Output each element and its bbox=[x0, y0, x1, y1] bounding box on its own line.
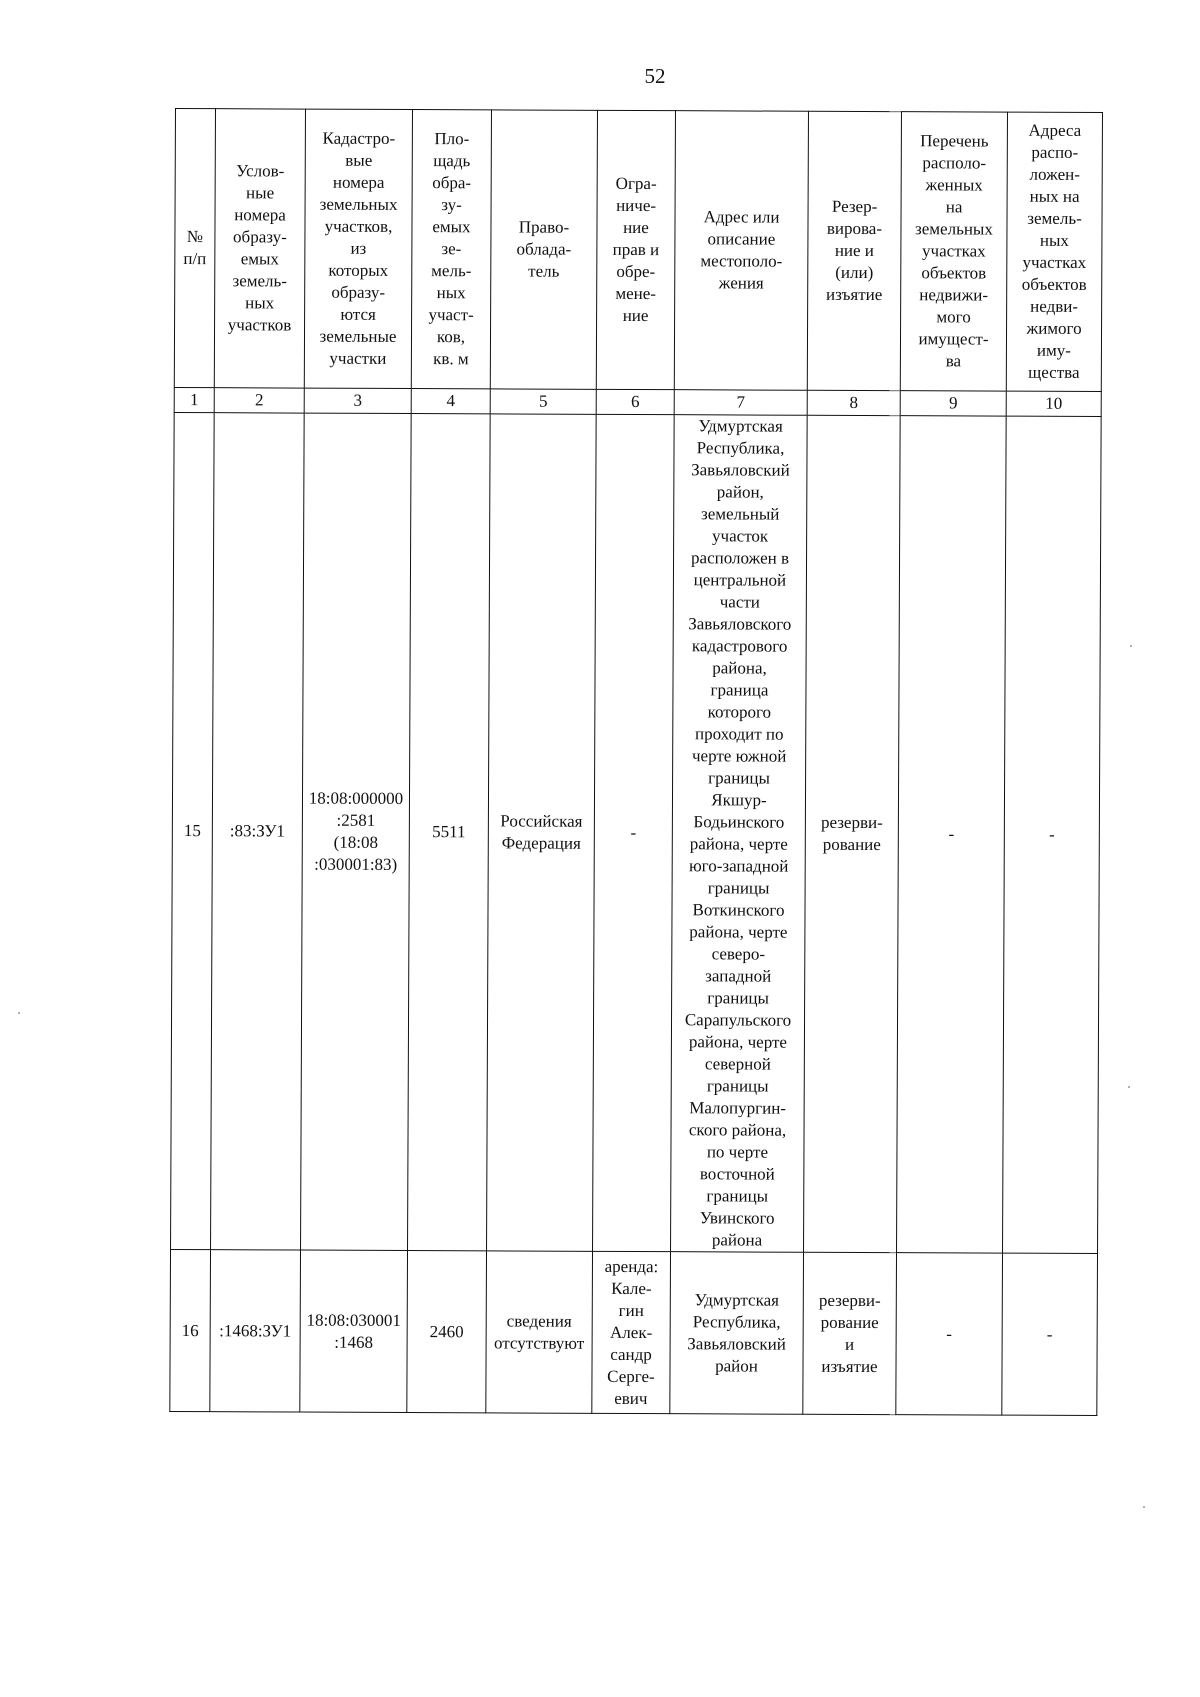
header-cell-conditional-number: Услов- ные номера образу- емых земель- ных участков bbox=[214, 109, 305, 388]
column-number-cell: 9 bbox=[900, 391, 1006, 416]
land-plots-table bbox=[169, 108, 1103, 1416]
area-cell: 5511 bbox=[408, 414, 491, 1251]
column-number-cell: 10 bbox=[1006, 391, 1101, 416]
reservation-cell: резерви- рование и изъятие bbox=[803, 1252, 897, 1414]
cadastral-number-cell: 18:08:000000 :2581 (18:08 :030001:83) bbox=[301, 413, 412, 1250]
reservation-cell: резерви- рование bbox=[804, 415, 901, 1252]
page-number: 52 bbox=[644, 64, 666, 88]
header-cell-cadastral: Кадастро- вые номера земельных участков, из которых образу- ются земельные участки bbox=[304, 109, 412, 388]
owner-cell: Российская Федерация bbox=[487, 414, 597, 1251]
row-num-cell: 16 bbox=[170, 1249, 211, 1411]
column-number-cell: 1 bbox=[174, 387, 214, 412]
scan-speck bbox=[1143, 1506, 1145, 1508]
scan-speck bbox=[18, 1012, 20, 1014]
scan-speck bbox=[1128, 1086, 1130, 1088]
conditional-number-cell: :83:ЗУ1 bbox=[211, 413, 305, 1250]
objects-cell: - bbox=[897, 416, 1007, 1253]
table-row bbox=[171, 412, 1102, 1253]
header-cell-object-addresses: Адреса распо- ложен- ных на земель- ных участках объектов недви- жимого иму- щества bbox=[1006, 112, 1102, 391]
header-cell-area: Пло- щадь обра- зу- емых зе- мель- ных участ- ков, кв. м bbox=[411, 110, 491, 389]
header-cell-restriction: Огра- ниче- ние прав и обре- мене- ние bbox=[596, 110, 675, 389]
area-cell: 2460 bbox=[407, 1251, 487, 1413]
cadastral-number-cell: 18:08:030001 :1468 bbox=[300, 1250, 408, 1412]
column-number-cell: 4 bbox=[411, 389, 490, 414]
conditional-number-cell: :1468:ЗУ1 bbox=[210, 1250, 301, 1412]
header-row bbox=[174, 109, 1102, 392]
object-addresses-cell: - bbox=[1002, 1253, 1098, 1415]
column-number-cell: 6 bbox=[596, 389, 674, 414]
owner-cell: сведения отсутствуют bbox=[486, 1251, 593, 1413]
objects-cell: - bbox=[896, 1253, 1003, 1415]
object-addresses-cell: - bbox=[1003, 416, 1102, 1253]
column-number-cell: 3 bbox=[304, 388, 411, 413]
column-number-cell: 8 bbox=[807, 390, 900, 415]
header-cell-objects: Перечень располо- женных на земельных участках объектов недвижи- мого имущест- ва bbox=[900, 112, 1007, 391]
header-cell-address: Адрес или описание местополо- жения bbox=[674, 111, 808, 391]
restriction-cell: - bbox=[593, 414, 675, 1251]
column-number-cell: 7 bbox=[674, 390, 807, 416]
header-cell-reservation: Резер- вирова- ние и (или) изъятие bbox=[807, 111, 901, 390]
table-row bbox=[170, 1249, 1098, 1415]
scan-speck bbox=[1130, 645, 1132, 647]
header-cell-num: № п/п bbox=[174, 109, 215, 388]
column-number-cell: 5 bbox=[490, 389, 596, 414]
column-number-cell: 2 bbox=[214, 388, 304, 413]
address-cell: Удмуртская Республика, Завьяловский район, земельный участок расположен в центральной части Завьяловского кадастрового района, граница которого проходит по черте южной границы Якшур- Бодьинского района, черте юго-западной границы Воткинского района, черте северо- западной границы Сарапульского района, черте северной границы Малопургин- ского района, по черте восточной границы Увинского района bbox=[671, 415, 808, 1253]
address-cell: Удмуртская Республика, Завьяловский район bbox=[670, 1252, 804, 1415]
header-cell-owner: Право- облада- тель bbox=[490, 110, 597, 389]
row-num-cell: 15 bbox=[171, 412, 215, 1249]
restriction-cell: аренда: Кале- гин Алек- сандр Серге- евич bbox=[592, 1251, 671, 1413]
